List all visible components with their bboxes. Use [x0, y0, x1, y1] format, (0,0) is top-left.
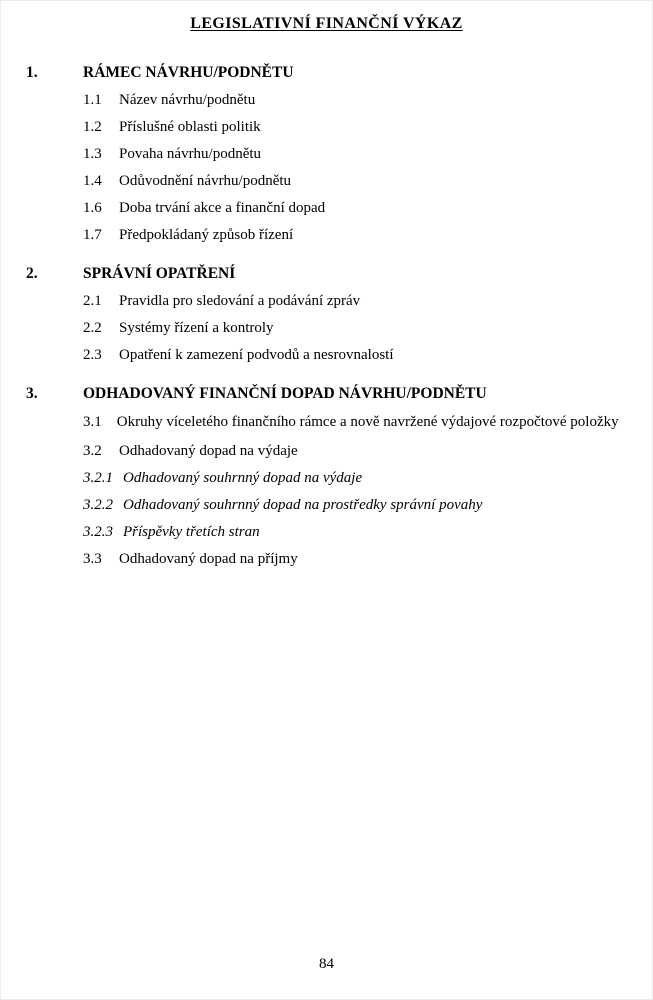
toc-entry-number: 1.1: [83, 92, 102, 108]
page-title: [1, 1, 652, 34]
toc-entry-label: Název návrhu/podnětu: [119, 92, 256, 108]
toc-entry-label: Pravidla pro sledování a podávání zpráv: [119, 293, 361, 309]
toc-entry-number: 2.1: [83, 293, 102, 309]
toc-entry-label: Příspěvky třetích stran: [123, 524, 260, 540]
toc-entry-1-1: [83, 92, 624, 109]
toc-entry-label: Systémy řízení a kontroly: [119, 320, 274, 336]
section-number: 3.: [26, 385, 38, 402]
toc-entry-number: 1.4: [83, 173, 102, 189]
toc-entry-number: 3.2.2: [83, 497, 113, 513]
toc-entry-1-6: [83, 200, 624, 217]
toc-entry-3-2-1: [83, 470, 624, 487]
toc-entry-label: Povaha návrhu/podnětu: [119, 146, 262, 162]
toc-entry-label: Okruhy víceletého finančního rámce a nově navržené výdajové rozpočtové položky: [116, 414, 619, 430]
toc-entry-label: Odhadovaný dopad na příjmy: [119, 551, 298, 567]
toc-entry-2-1: [83, 293, 624, 310]
toc-entry-3-2-2: [83, 497, 624, 514]
toc-entry-number: 3.2: [83, 443, 102, 459]
toc-entry-number: 1.3: [83, 146, 102, 162]
toc-entry-label: Odhadovaný souhrnný dopad na výdaje: [123, 470, 363, 486]
toc-entry-label: Odhadovaný dopad na výdaje: [119, 443, 298, 459]
toc-entry-3-3: [83, 551, 624, 568]
toc-entry-3-2-3: [83, 524, 624, 541]
toc-entry-3-1: [83, 411, 624, 433]
toc-entry-2-2: [83, 320, 624, 337]
toc-entry-1-7: [83, 227, 624, 244]
toc-entry-number: 1.6: [83, 200, 102, 216]
toc-entry-label: Odhadovaný souhrnný dopad na prostředky správní povahy: [123, 497, 483, 513]
toc-entry-number: 3.2.3: [83, 524, 113, 540]
toc-entry-3-2: [83, 443, 624, 460]
section-title: ODHADOVANÝ FINANČNÍ DOPAD NÁVRHU/PODNĚTU: [83, 385, 487, 402]
toc-entry-1-2: [83, 119, 624, 136]
table-of-contents: [1, 63, 652, 568]
toc-entry-number: 2.2: [83, 320, 102, 336]
toc-entry-label: Příslušné oblasti politik: [119, 119, 261, 135]
toc-entry-2-3: [83, 347, 624, 364]
section-number: 2.: [26, 265, 38, 282]
section-title: SPRÁVNÍ OPATŘENÍ: [83, 265, 236, 282]
section-title: RÁMEC NÁVRHU/PODNĚTU: [83, 64, 294, 81]
page-title-text: LEGISLATIVNÍ FINANČNÍ VÝKAZ: [190, 15, 463, 32]
toc-entry-label: Odůvodnění návrhu/podnětu: [119, 173, 292, 189]
page-footer: [1, 956, 652, 973]
toc-entry-number: 3.3: [83, 551, 102, 567]
toc-entry-1-3: [83, 146, 624, 163]
section-heading-3: [26, 384, 624, 403]
toc-entry-label: Předpokládaný způsob řízení: [119, 227, 294, 243]
section-heading-1: [26, 63, 624, 82]
toc-entry-number: 1.2: [83, 119, 102, 135]
toc-entry-label: Doba trvání akce a finanční dopad: [119, 200, 326, 216]
toc-entry-number: 3.2.1: [83, 470, 113, 486]
toc-entry-number: 3.1: [83, 414, 102, 430]
toc-entry-number: 1.7: [83, 227, 102, 243]
toc-entry-1-4: [83, 173, 624, 190]
page-number: 84: [319, 956, 334, 972]
toc-entry-label: Opatření k zamezení podvodů a nesrovnalostí: [119, 347, 394, 363]
section-heading-2: [26, 264, 624, 283]
toc-entry-number: 2.3: [83, 347, 102, 363]
section-number: 1.: [26, 64, 38, 81]
